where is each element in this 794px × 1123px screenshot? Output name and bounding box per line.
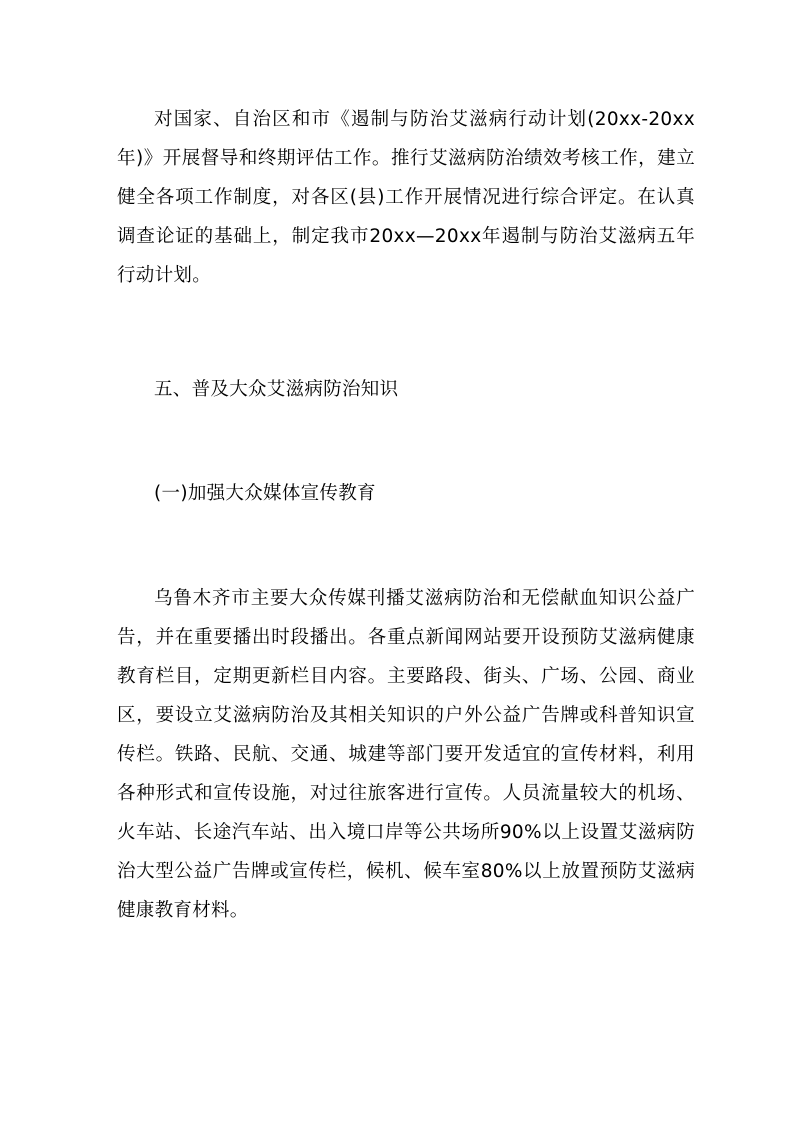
paragraph-evaluation: 对国家、自治区和市《遏制与防治艾滋病行动计划(20xx-20xx年)》开展督导和终期评估工作。推行艾滋病防治绩效考核工作，建立健全各项工作制度，对各区(县)工作开展情况进行综合评定。在认真调查论证的基础上，制定我市20xx—20xx年遏制与防治艾滋病五年行动计划。: [117, 109, 695, 286]
section-heading: 五、普及大众艾滋病防治知识: [154, 379, 399, 400]
paragraph-media-publicity: 乌鲁木齐市主要大众传媒刊播艾滋病防治和无偿献血知识公益广告，并在重要播出时段播出。各重点新闻网站要开设预防艾滋病健康教育栏目，定期更新栏目内容。主要路段、街头、广场、公园、商业区，要设立艾滋病防治及其相关知识的户外公益广告牌或科普知识宣传栏。铁路、民航、交通、城建等部门要开发适宜的宣传材料，利用各种形式和宣传设施，对过往旅客进行宣传。人员流量较大的机场、火车站、长途汽车站、出入境口岸等公共场所90%以上设置艾滋病防治大型公益广告牌或宣传栏，候机、候车室80%以上放置预防艾滋病健康教育材料。: [117, 588, 695, 921]
subsection-heading: (一)加强大众媒体宣传教育: [154, 483, 376, 504]
